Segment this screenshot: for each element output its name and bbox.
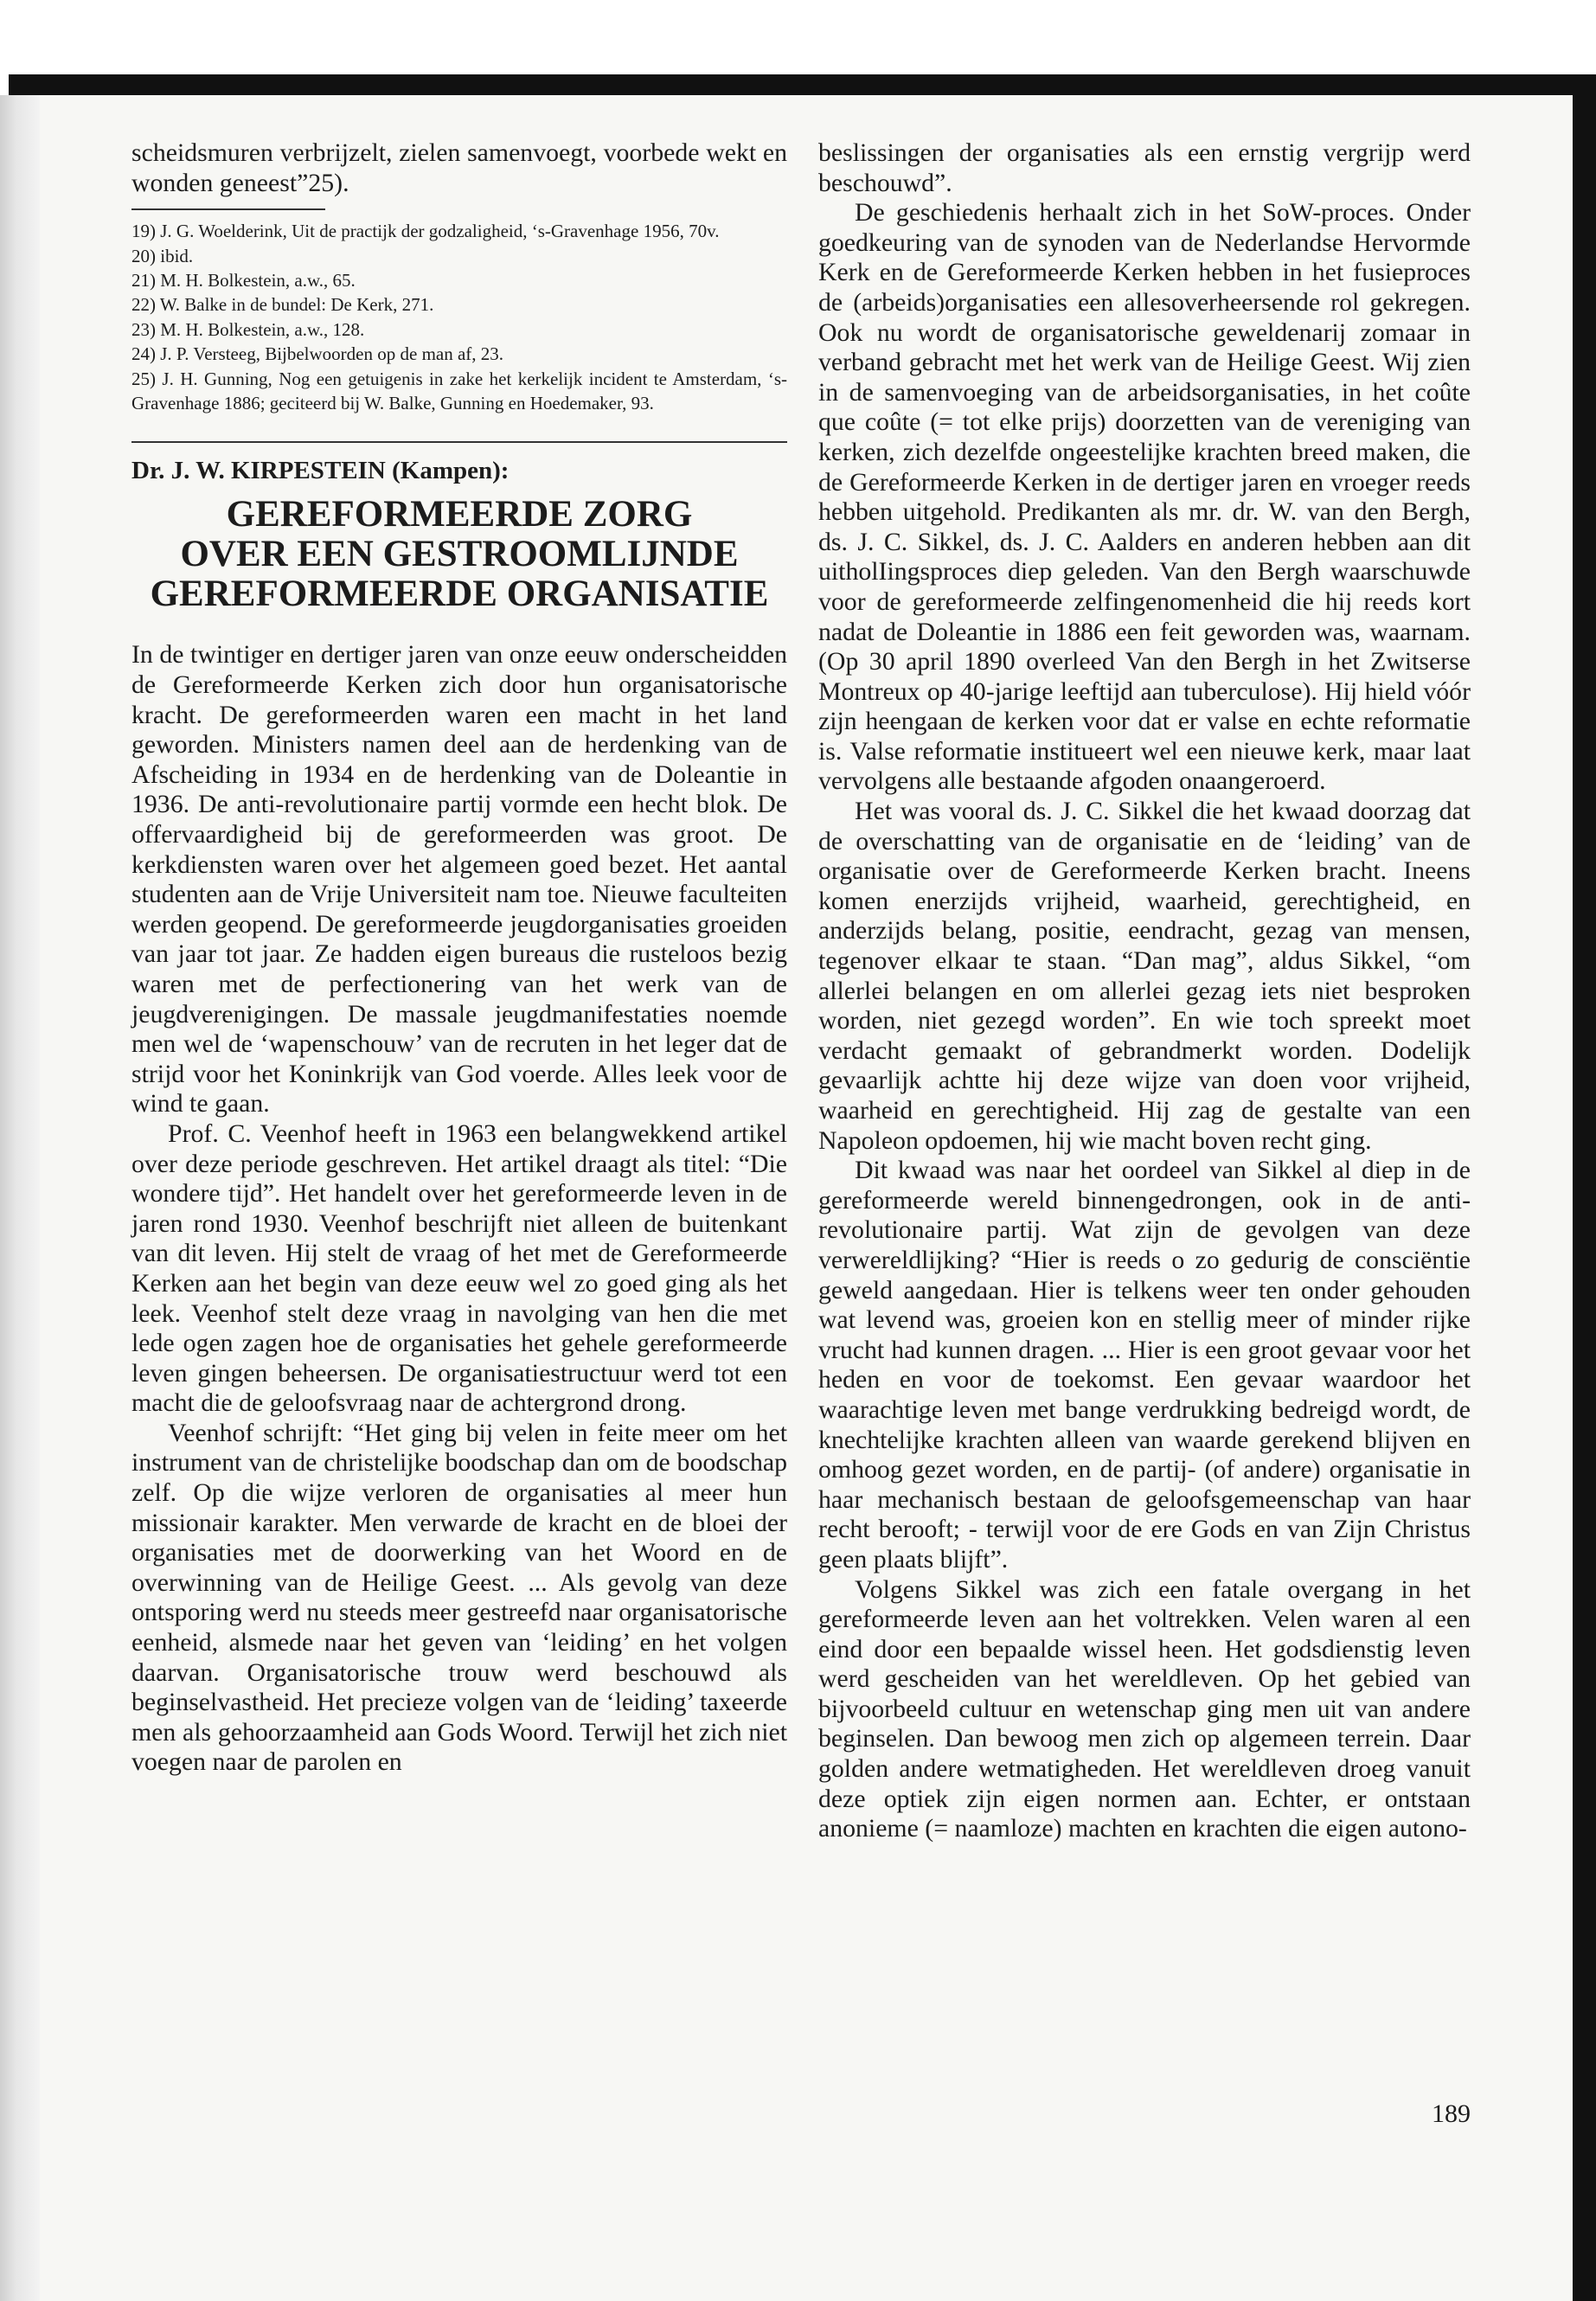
body-paragraph: beslissingen der organisaties als een ernstig vergrijp werd beschouwd”. [818, 138, 1471, 197]
footnote: 20) ibid. [131, 245, 194, 266]
footnote: 22) W. Balke in de bundel: De Kerk, 271. [131, 294, 434, 316]
scan-binding-shadow [0, 95, 40, 2301]
article-title [131, 495, 787, 614]
body-paragraph: Dit kwaad was naar het oordeel van Sikkel al diep in de gereformeerde wereld binnengedrongen, ook in de anti-revolutionaire partij. Wat zijn de gevolgen van deze verwereldlijking? “Hier is reeds o zo gedurig de consciëntie geweld aangedaan. Hier is telkens weer ten onder gehouden wat levend was, groeien kon en stellig meer of minder rijke vrucht had kunnen dragen. ... Hier is een groot gevaar voor het heden en voor de toekomst. Een gevaar waardoor het waarachtige leven met bange verdrukking bedreigd wordt, de knechtelijke krachten alleen van waarde gerekend blijven en omhoog gezet worden, en de partij- (of andere) organisatie in haar mechanisch bestaan de geloofsgemeenschap van haar recht berooft; - terwijl voor de ere Gods en van Zijn Christus geen plaats blijft”. [818, 1156, 1471, 1574]
intro-tail-paragraph: scheidsmuren verbrijzelt, zielen samenvoegt, voorbede wekt en wonden geneest”25). [131, 138, 787, 197]
body-paragraph: De geschiedenis herhaalt zich in het SoW-proces. Onder goedkeuring van de synoden van de Nederlandse Hervormde Kerk en de Gereformeerde Kerken hebben in het fusieproces de (arbeids)organisaties een allesoverheersende rol gekregen. Ook nu wordt de organisatorische geweldenarij zomaar in verband gebracht met het werk van de Heilige Geest. Wij zien in de samenvoeging van de arbeidsorganisaties, in het coûte que coûte (= tot elke prijs) doorzetten van de vereniging van kerken, zich dezelfde ongeestelijke krachten breed maken, die de Gereformeerde Kerken in de dertiger jaren en vroeger reeds hebben uitgehold. Predikanten als mr. dr. W. van den Bergh, ds. J. C. Sikkel, ds. J. C. Aalders en anderen hebben aan dit uitholIingsproces diep geleden. Van den Bergh waarschuwde voor de gereformeerde zelfingenomenheid die hij reeds kort nadat de Doleantie in 1886 een feit geworden was, waarnam. (Op 30 april 1890 overleed Van den Bergh in het Zwitserse Montreux op 40-jarige leeftijd aan tuberculose). Hij hield vóór zijn heengaan de kerken voor dat er valse en echte reformatie is. Valse reformatie institueert wel een nieuwe kerk, maar laat vervolgens alle bestaande afgoden onaangeroerd. [818, 198, 1471, 796]
title-line: GEREFORMEERDE ORGANISATIE [150, 574, 769, 615]
author-line: Dr. J. W. KIRPESTEIN (Kampen): [131, 457, 510, 485]
footnote-list [131, 219, 787, 415]
right-column [818, 138, 1471, 1844]
footnote-rule [131, 208, 325, 210]
scan-top-margin [0, 0, 1596, 76]
body-paragraph: Veenhof schrijft: “Het ging bij velen in feite meer om het instrument van de christelijke boodschap dan om de boodschap zelf. Op die wijze verloren de organisaties al meer hun missionair karakter. Men verwarde de kracht en de bloei der organisaties met de doorwerking van het Woord en de overwinning van de Heilige Geest. ... Als gevolg van deze ontsporing werd nu steeds meer gestreefd naar organisatorische eenheid, alsmede naar het geven van ‘leiding’ en het volgen daarvan. Organisatorische trouw werd beschouwd als beginselvastheid. Het precieze volgen van de ‘leiding’ taxeerde men als gehoorzaamheid aan Gods Woord. Terwijl het zich niet voegen naar de parolen en [131, 1418, 787, 1777]
article-separator [131, 441, 787, 443]
left-column [131, 138, 787, 1778]
body-paragraph: Het was vooral ds. J. C. Sikkel die het kwaad doorzag dat de overschatting van de organisatie en de ‘leiding’ van de organisatie over de Gereformeerde Kerken bracht. Ineens komen enerzijds vrijheid, waarheid, gerechtigheid, en anderzijds belang, positie, eendracht, gezag van mensen, tegenover elkaar te staan. “Dan mag”, aldus Sikkel, “om allerlei belangen en om allerlei gezag iets niet besproken worden, niet gezegd worden”. En wie toch spreekt moet verdacht gemaakt of gebrandmerkt worden. Dodelijk gevaarlijk achtte hij deze wijze van doen voor vrijheid, waarheid en gerechtigheid. Hij zag de gestalte van een Napoleon opdoemen, hij wie macht boven recht ging. [818, 797, 1471, 1155]
body-paragraph: In de twintiger en dertiger jaren van onze eeuw onderscheidden de Gereformeerde Kerken zich door hun organisatorische kracht. De gereformeerden waren een macht in het land geworden. Ministers namen deel aan de herdenking van de Afscheiding in 1934 en de herdenking van de Doleantie in 1936. De anti-revolutionaire partij vormde een hecht blok. De offervaardigheid bij de gereformeerden was groot. De kerkdiensten waren over het algemeen goed bezet. Het aantal studenten aan de Vrije Universiteit nam toe. Nieuwe faculteiten werden geopend. De gereformeerde jeugdorganisaties groeiden van jaar tot jaar. Ze hadden eigen bureaus die rusteloos bezig waren met de perfectionering van het werk van de jeugdverenigingen. De massale jeugdmanifestaties noemde men wel de ‘wapenschouw’ van de recruten in het leger dat de strijd voor het Koninkrijk van God voerde. Alles leek voor de wind te gaan. [131, 640, 787, 1118]
body-paragraph: Prof. C. Veenhof heeft in 1963 een belangwekkend artikel over deze periode geschreven. Het artikel draagt als titel: “Die wondere tijd”. Het handelt over het gereformeerde leven in de jaren rond 1930. Veenhof beschrijft niet alleen de buitenkant van dit leven. Hij stelt de vraag of het met de Gereformeerde Kerken aan het begin van deze eeuw wel zo goed ging als het leek. Veenhof stelt deze vraag in navolging van hen die met lede ogen zagen hoe de organisaties het gehele gereformeerde leven gingen beheersen. De organisatiestructuur werd tot een macht die de geloofsvraag naar de achtergrond drong. [131, 1118, 787, 1418]
body-paragraph: Volgens Sikkel was zich een fatale overgang in het gereformeerde leven aan het voltrekken. Velen waren al een eind door een bepaalde wissel heen. Het godsdienstig leven werd gescheiden van het wereldleven. Op het gebied van bijvoorbeeld cultuur en wetenschap ging men uit van andere beginselen. Dan bewoog men zich op algemeen terrein. Daar golden andere wetmatigheden. Het wereldleven droeg vanuit deze optiek zijn eigen normen aan. Echter, er ontstaan anonieme (= naamloze) machten en krachten die eigen autono- [818, 1574, 1471, 1843]
footnote: 19) J. G. Woelderink, Uit de practijk der godzaligheid, ‘s-Gravenhage 1956, 70v. [131, 221, 720, 242]
footnote: 23) M. H. Bolkestein, a.w., 128. [131, 318, 365, 340]
scan-top-edge [9, 74, 1596, 95]
footnote: 24) J. P. Versteeg, Bijbelwoorden op de man af, 23. [131, 343, 504, 365]
footnote: 21) M. H. Bolkestein, a.w., 65. [131, 270, 356, 291]
title-line: GEREFORMEERDE ZORG [226, 494, 693, 535]
scan-right-edge [1573, 74, 1596, 2301]
footnote: 25) J. H. Gunning, Nog een getuigenis in zake het kerkelijk incident te Amsterdam, ‘s-Gravenhage 1886; geciteerd bij W. Balke, Gunning en Hoedemaker, 93. [131, 368, 787, 414]
title-line: OVER EEN GESTROOMLIJNDE [180, 534, 739, 575]
page-number: 189 [1432, 2099, 1471, 2128]
